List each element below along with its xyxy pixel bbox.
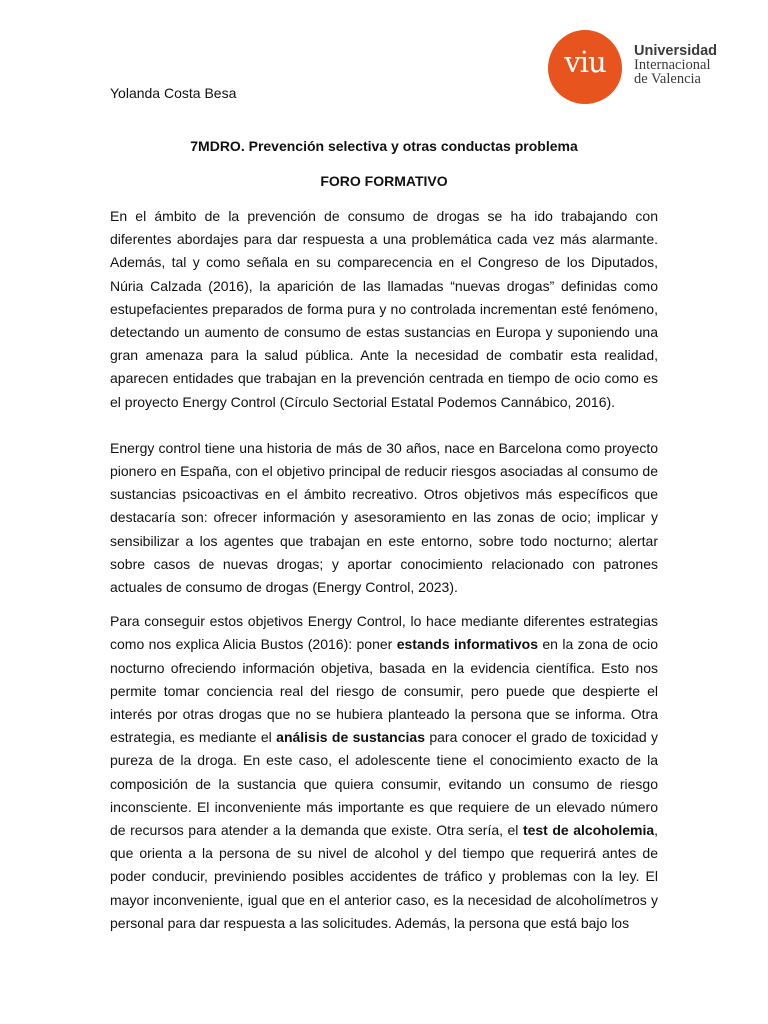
paragraph-3-text-3: para conocer el grado de toxicidad y pureza de la droga. En este caso, el adolescente tiene el conocimiento exacto de la composición de la sustancia que quiera consumir, evitando un consumo de riesgo inconsciente. El inconveniente más importante es que requiere de un elevado número de recursos para atender a la demanda que existe. Otra sería, el [110, 729, 658, 839]
logo-line-2: Internacional [634, 57, 711, 73]
paragraph-3 [110, 610, 658, 935]
paragraph-3-text-4: , que orienta a la persona de su nivel de alcohol y del tiempo que requerirá antes de poder conducir, previniendo posibles accidentes de tráfico y problemas con la ley. El mayor inconveniente, igual que en el anterior caso, es la necesidad de alcoholímetros y personal para dar respuesta a las solicitudes. Además, la persona que está bajo los [110, 822, 659, 931]
bold-term-alcoholemia: test de alcoholemia [522, 822, 655, 839]
logo-mark: viu [564, 45, 606, 79]
logo-line-1: Universidad [634, 43, 717, 59]
document-body [110, 205, 658, 935]
university-logo [548, 30, 738, 104]
paragraph-3-text-1: Para conseguir estos objetivos Energy Control, lo hace mediante diferentes estrategias como nos explica Alicia Bustos (2016): poner [110, 613, 658, 653]
bold-term-estands: estands informativos [396, 636, 539, 653]
paragraph-2: Energy control tiene una historia de más de 30 años, nace en Barcelona como proyecto pionero en España, con el objetivo principal de reducir riesgos asociadas al consumo de sustancias psicoactivas en el ámbito recreativo. Otros objetivos más específicos que destacaría son: ofrecer información y asesoramiento en las zonas de ocio; implicar y sensibilizar a los agentes que trabajan en este entorno, sobre todo nocturno; alertar sobre casos de nuevas drogas; y aportar conocimiento relacionado con patrones actuales de consumo de drogas (Energy Control, 2023). [110, 439, 658, 596]
forum-title: FORO FORMATIVO [320, 173, 448, 189]
author-name: Yolanda Costa Besa [110, 85, 237, 101]
course-title: 7MDRO. Prevención selectiva y otras conductas problema [190, 138, 578, 154]
paragraph-3-text-2: en la zona de ocio nocturno ofreciendo información objetiva, basada en la evidencia científica. Esto nos permite tomar conciencia real del riesgo de consumir, pero puede que despierte el interés por otras drogas que no se hubiera planteado la persona que se informa. Otra estrategia, es mediante el [110, 636, 658, 746]
bold-term-analisis: análisis de sustancias [276, 729, 425, 746]
logo-text [634, 44, 744, 86]
logo-line-3: de Valencia [634, 71, 701, 87]
paragraph-1: En el ámbito de la prevención de consumo de drogas se ha ido trabajando con diferentes abordajes para dar respuesta a una problemática cada vez más alarmante. Además, tal y como señala en su comparecencia en el Congreso de los Diputados, Núria Calzada (2016), la aparición de las llamadas “nuevas drogas” definidas como estupefacientes preparados de forma pura y no controlada incrementan esté fenómeno, detectando un aumento de consumo de estas sustancias en Europa y suponiendo una gran amenaza para la salud pública. Ante la necesidad de combatir esta realidad, aparecen entidades que trabajan en la prevención centrada en tiempo de ocio como es el proyecto Energy Control (Círculo Sectorial Estatal Podemos Cannábico, 2016). [110, 208, 658, 410]
